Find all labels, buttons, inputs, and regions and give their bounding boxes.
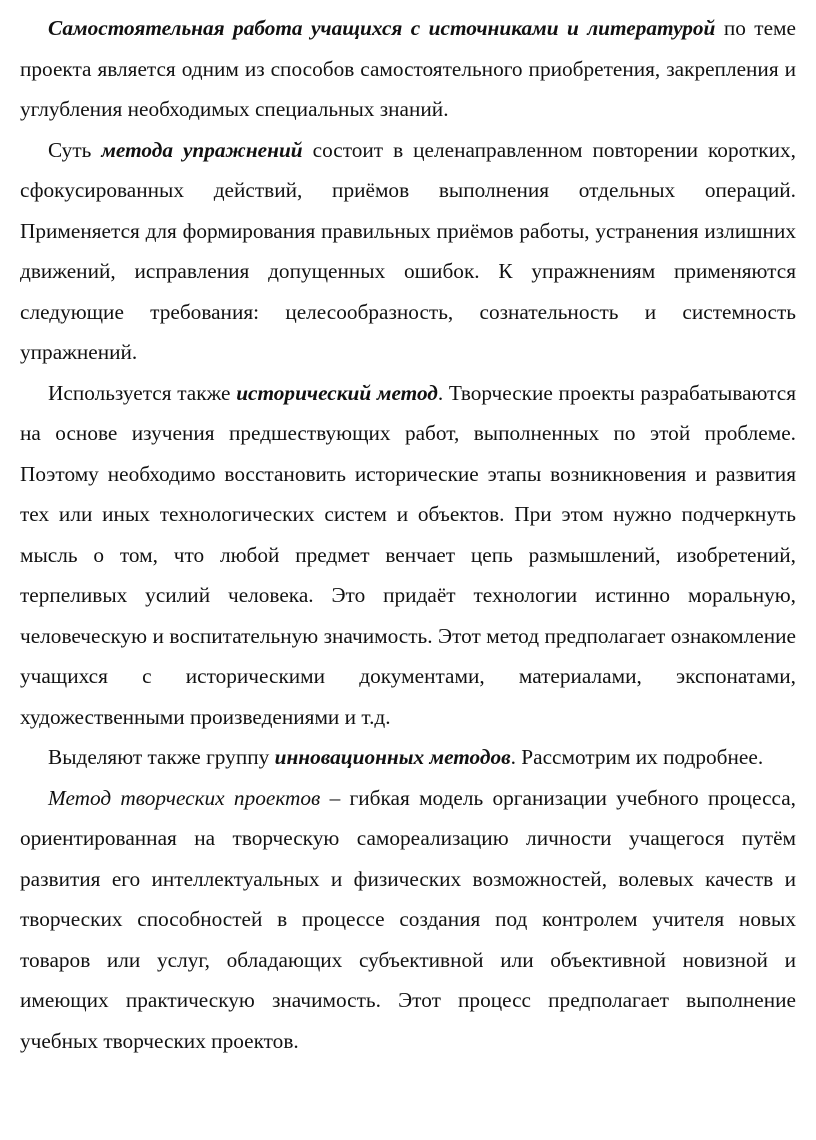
term-creative-projects-method: Метод творческих проектов bbox=[48, 785, 321, 810]
paragraph-text: по теме проекта является одним из способов самостоятельного приобретения, закрепления и углубления необходимых специальных знаний. bbox=[20, 16, 796, 121]
term-historical-method: исторический метод bbox=[236, 380, 438, 405]
paragraph-text: – гибкая модель организации учебного процесса, ориентированная на творческую самореализацию личности учащегося путём развития его интеллектуальных и физических возможностей, волевых качеств и творческих способностей в процессе создания под контролем учителя новых товаров или услуг, обладающих субъективной или объективной новизной и имеющих практическую значимость. Этот процесс предполагает выполнение учебных творческих проектов. bbox=[20, 785, 797, 1053]
paragraph-independent-work bbox=[20, 8, 796, 130]
paragraph-text: Суть bbox=[48, 137, 102, 162]
paragraph-creative-projects bbox=[20, 778, 796, 1062]
paragraph-innovative-methods bbox=[20, 737, 796, 778]
paragraph-historical-method bbox=[20, 373, 796, 738]
paragraph-text: Используется также bbox=[48, 380, 237, 405]
paragraph-text: . Творческие проекты разрабатываются на основе изучения предшествующих работ, выполненных по этой проблеме. Поэтому необходимо восстановить исторические этапы возникновения и развития тех или иных технологических систем и объектов. При этом нужно подчеркнуть мысль о том, что любой предмет венчает цепь размышлений, изобретений, терпеливых усилий человека. Это придаёт технологии истинно моральную, человеческую и воспитательную значимость. Этот метод предполагает ознакомление учащихся с историческими документами, материалами, экспонатами, художественными произведениями и т.д. bbox=[20, 380, 796, 729]
paragraph-text: Выделяют также группу bbox=[48, 745, 275, 769]
paragraph-text: . Рассмотрим их подробнее. bbox=[510, 745, 764, 769]
term-innovative-methods: инновационных методов bbox=[274, 745, 511, 769]
term-exercise-method: метода упражнений bbox=[101, 137, 303, 162]
term-independent-work: Самостоятельная работа учащихся с источниками и литературой bbox=[48, 16, 716, 40]
paragraph-text: состоит в целенаправленном повторении коротких, сфокусированных действий, приёмов выполнения отдельных операций. Применяется для формирования правильных приёмов работы, устранения излишних движений, исправления допущенных ошибок. К упражнениям применяются следующие требования: целесообразность, сознательность и системность упражнений. bbox=[20, 137, 796, 364]
paragraph-exercise-method bbox=[20, 130, 796, 373]
